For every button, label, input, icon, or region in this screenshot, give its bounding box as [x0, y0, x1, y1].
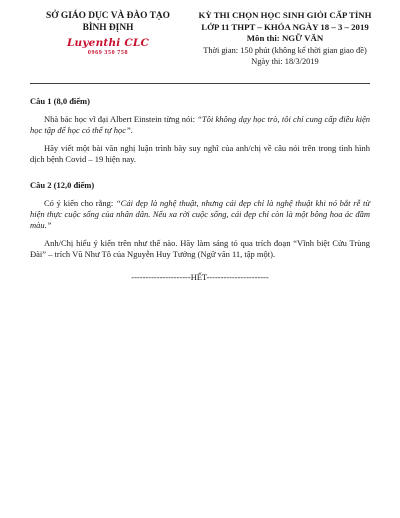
exam-date: Ngày thi: 18/3/2019	[251, 57, 319, 66]
exam-content	[30, 96, 370, 283]
question-task: Hãy viết một bài văn nghị luận trình bày suy nghĩ của anh/chị về câu nói trên trong tình hình dịch bệnh Covid – 19 hiện nay.	[30, 143, 370, 164]
question-title: Câu 2 (12,0 điểm)	[30, 180, 95, 190]
watermark-logo	[24, 38, 192, 56]
prompt-quote: “Tôi không dạy học trò, tôi chỉ cung cấp điều kiện học tập để học có thể tự học”.	[30, 114, 370, 135]
header-divider	[30, 83, 370, 84]
question-1	[30, 96, 370, 165]
question-title: Câu 1 (8,0 điểm)	[30, 96, 90, 106]
department-name: SỞ GIÁO DỤC VÀ ĐÀO TẠO	[46, 11, 170, 21]
logo-text: Luyenthi CLC	[66, 37, 150, 49]
issuer-block	[24, 10, 192, 56]
exam-duration: Thời gian: 150 phút (không kể thời gian giao đề)	[203, 45, 367, 55]
end-marker: ---------------------HẾT----------------------	[131, 272, 269, 282]
province-name: BÌNH ĐỊNH	[82, 23, 134, 33]
prompt-quote: “Cái đẹp là nghệ thuật, nhưng cái đẹp chỉ là nghệ thuật khi nó bắt rễ từ hiện thực cuộc sống của nhân dân. Nếu xa rời cuộc sống, cái đẹp chỉ còn là một bông hoa ác đầm màu.”	[30, 198, 370, 230]
exam-info-block	[194, 10, 376, 68]
question-prompt	[30, 198, 370, 231]
document-header	[24, 10, 376, 102]
prompt-prefix: Nhà bác học vĩ đại Albert Einstein từng nói:	[44, 114, 198, 124]
question-prompt	[30, 114, 370, 136]
spacer	[30, 172, 370, 180]
logo-phone: 0969 350 758	[87, 49, 129, 56]
prompt-prefix: Có ý kiến cho rằng:	[44, 198, 116, 208]
exam-grade-date: LỚP 11 THPT – KHÓA NGÀY 18 – 3 – 2019	[201, 21, 369, 32]
question-task: Anh/Chị hiểu ý kiến trên như thế nào. Hãy làm sáng tỏ qua trích đoạn “Vĩnh biệt Cửu Trùng Đài” – trích Vũ Như Tô của Nguyễn Huy Tưởng (Ngữ văn 11, tập một).	[30, 238, 370, 259]
exam-subject: Môn thi: NGỮ VĂN	[246, 33, 324, 43]
question-2	[30, 180, 370, 260]
exam-title: KỲ THI CHỌN HỌC SINH GIỎI CẤP TỈNH	[198, 10, 372, 20]
